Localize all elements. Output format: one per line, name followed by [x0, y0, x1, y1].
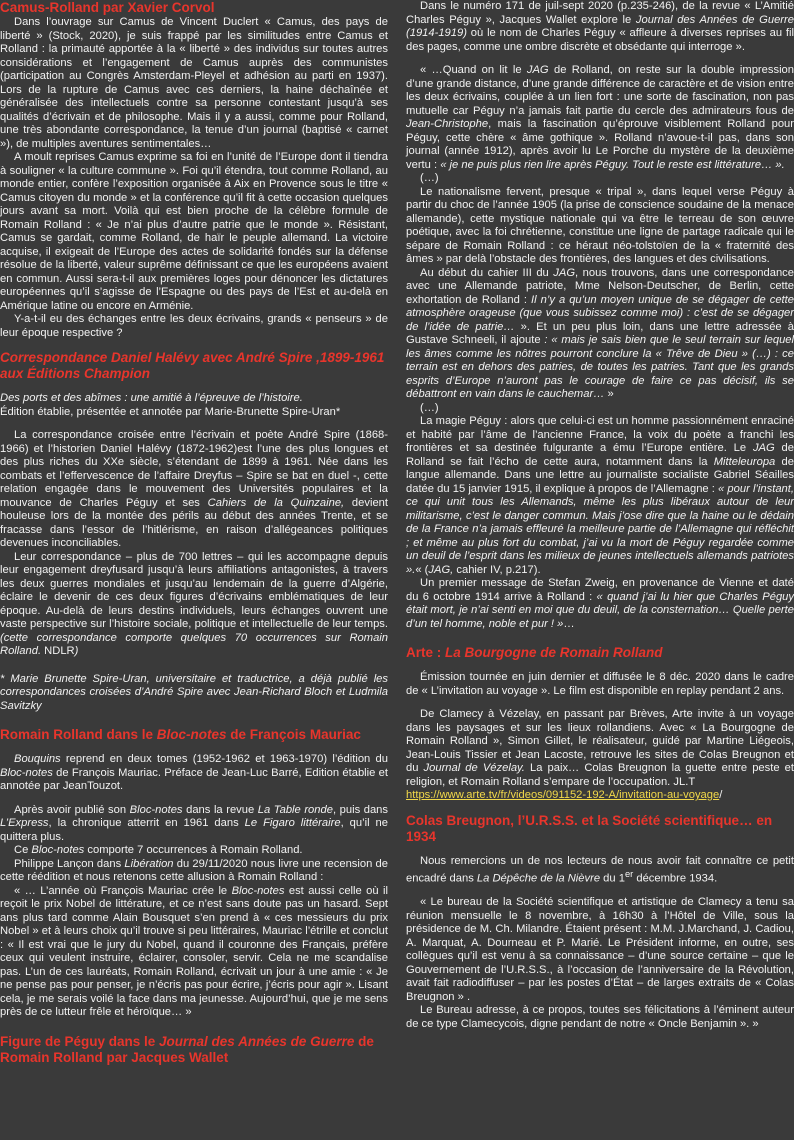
left-column: [0, 0, 388, 1066]
camus-paragraph-3: Y-a-t-il eu des échanges entre les deux écrivains, grands « penseurs » de leur époque respective ?: [0, 313, 388, 339]
heading-correspondance-line-1: Correspondance Daniel Halévy avec André Spire ,1899-1961: [0, 350, 385, 365]
correspondance-paragraph-2: Leur correspondance – plus de 700 lettres – qui les accompagne depuis leur engagement dreyfusard jusqu’à leurs affiliations antagonistes, à travers les deux guerres mondiales et jusqu’au lendemain de la guerre d’Algérie, éclaire le devenir de ces deux figures d’écrivains emblématiques de leur époque. Au-delà de leurs destins individuels, leurs échanges ouvrent une vaste perspective sur l’histoire sociale, politique et intellectuelle de leur temps. (cette correspondance comporte quelques 70 occurrences sur Romain Rolland. NDLR): [0, 550, 388, 657]
peguy-paragraph-4: Au début du cahier III du JAG, nous trouvons, dans une correspondance avec une Allemande patriote, Mme Nelson-Deutscher, de Berlin, cette exhortation de Rolland : Il n’y a qu’un moyen unique de se dégager de cette atmosphère orageuse (que vous subissez comme moi) : c’est de se dégager de l’idée de patrie… ». Et un peu plus loin, dans une lettre adressée à Gustave Schneeli, il ajoute : « mais je sais bien que le seul terrain sur lequel les âmes comme les nôtres pourront conclure la « Trêve de Dieu » (…) : ce terrain est en dehors des patries, de toutes les patries. Tant que les grands esprits d’Europe n’auront pas le courage de faire ce pas décisif, ils se débattront en vain dans le cauchemar… »: [406, 266, 794, 400]
colas-paragraph-2: « Le bureau de la Société scientifique et artistique de Clamecy a tenu sa réunion mensuelle le 8 novembre, à 16h30 à l’Hôtel de Ville, sous la présidence de M. Ch. Milandre. Étaient présent : M.M. J.Marchand, J. Cadiou, A. Marquat, A. Dourneau et P. Marié. Le Président informe, en outre, ses collègues qu’il est venu à sa connaissance – d’une source certaine – que le Gouvernement de l’U.R.S.S., à l’occasion de l’anniversaire de la Révolution, avait fait radiodiffuser – par les postes d’État – de larges extraits de « Colas Breugnon » .: [406, 896, 794, 1003]
peguy-paragraph-6: Un premier message de Stefan Zweig, en provenance de Vienne et daté du 6 octobre 1914 arrive à Rolland : « quand j’ai lu hier que Charles Péguy était mort, je n’ai senti en moi que du deuil, de la consternation… Quelle perte d’un tel homme, noble et pur ! »…: [406, 577, 794, 630]
camus-paragraph-1: Dans l’ouvrage sur Camus de Vincent Duclert « Camus, des pays de liberté » (Stock, 2020), je suis frappé par les similitudes entre Camus et Rolland : la primauté apportée à la « liberté » des individus sur toutes autres considérations et l’engagement de Camus auprès des communistes (participation au Congrès Amsterdam-Pleyel et adhésion au parti en 1937). Lors de la rupture de Camus avec ces derniers, la haine déchaînée et généralisée des intellectuels contre sa personne contestant jusqu’à ses qualités d’écrivain et de philosophe. Mais il y a aussi, comme pour Rolland, une très abondante correspondance, la tenue d’un journal (baptisé « carnet »), de multiples aventures sentimentales…: [0, 16, 388, 150]
peguy-paragraph-1: Dans le numéro 171 de juil-sept 2020 (p.235-246), de la revue « L’Amitié Charles Péguy », Jacques Wallet explore le Journal des Années de Guerre (1914-1919) où le nom de Charles Péguy « affleure à diverses reprises au fil des pages, comme une ombre discrète et obsédante qui interroge ».: [406, 0, 794, 53]
arte-paragraph-1: Émission tournée en juin dernier et diffusée le 8 déc. 2020 dans le cadre de « L’invitation au voyage ». Le film est disponible en replay pendant 2 ans.: [406, 671, 794, 697]
right-column: [406, 0, 794, 1031]
colas-paragraph-1: Nous remercions un de nos lecteurs de nous avoir fait connaître ce petit encadré dans La Dépêche de la Nièvre du 1er décembre 1934.: [406, 854, 794, 885]
peguy-paragraph-2: « …Quand on lit le JAG de Rolland, on reste sur la double impression d’une grande distance, d’une grande différence de caractère et de vision entre les deux écrivains, couplée à un lien fort : une sorte de fascination, non pas mutuelle car Péguy n’a jamais fait partie du cercle des admirateurs fous de Jean-Christophe, mais la fascination qu’éprouve visiblement Rolland pour Péguy, cette chère « âme gothique ». Rolland n’avoue-t-il pas, dans son journal (année 1912), après avoir lu Le Porche du mystère de la deuxième vertu : « je ne puis plus rien lire après Péguy. Tout le reste est littérature… ».: [406, 64, 794, 171]
correspondance-footnote: * Marie Brunette Spire-Uran, universitaire et traductrice, a déjà publié les correspondances croisées d’André Spire avec Jean-Richard Bloch et Ludmila Savitzky: [0, 672, 388, 712]
heading-figure-de-peguy: Figure de Péguy dans le Journal des Années de Guerre de Romain Rolland par Jacques Wallet: [0, 1033, 374, 1065]
bloc-notes-paragraph-3: Ce Bloc-notes comporte 7 occurrences à Romain Rolland.: [14, 844, 303, 856]
arte-replay-link[interactable]: https://www.arte.tv/fr/videos/091152-192-A/invitation-au-voyage: [406, 789, 720, 801]
colas-paragraph-3: Le Bureau adresse, à ce propos, toutes ses félicitations à l’éminent auteur de ce type Clamecycois, digne pendant de notre « Oncle Benjamin ». »: [406, 1004, 794, 1030]
ellipsis-1: (…): [420, 172, 439, 184]
heading-colas-breugnon-urss: Colas Breugnon, l’U.R.S.S. et la Société scientifique… en 1934: [406, 812, 773, 844]
heading-correspondance-line-2: aux Éditions Champion: [0, 366, 151, 381]
peguy-paragraph-5: La magie Péguy : alors que celui-ci est un homme passionnément enraciné et habité par l’âme de l’ancienne France, la voix du poète a franchi les frontières et sa destinée fulgurante a ému l’Europe entière. Le JAG de Rolland se fait l’écho de cette aura, notamment dans la Mitteleuropa de langue allemande. Dans une lettre au journaliste socialiste Gabriel Séailles datée du 15 janvier 1915, il explique à propos de l’Allemagne : « pour l’instant, ce qui unit tous les Allemands, même les plus libéraux autour de leur militarisme, c’est le danger commun. Mais j’ose dire que la haine ou le dédain de la France n’a jamais effleuré la meilleure partie de l’Allemagne qui réfléchit ; et même au plus fort du combat, j’ai vu la mort de Péguy regardée comme un deuil de l’esprit dans les milieux de jeunes intellectuels allemands patriotes ».« (JAG, cahier IV, p.217).: [406, 415, 794, 576]
ellipsis-2: (…): [420, 401, 439, 414]
heading-bloc-notes-mauriac: Romain Rolland dans le Bloc-notes de François Mauriac: [0, 727, 361, 742]
bloc-notes-paragraph-5: « … L’année où François Mauriac crée le Bloc-notes est aussi celle où il reçoit le prix Nobel de littérature, et ce n’est sans doute pas un hasard. Sept ans plus tard comme Alain Bousquet s’en prend à « ces messieurs du prix Nobel » et à leurs choix qu’il trouve si peu littéraires, Mauriac l’étrille et conclut : « Il est vrai que le jury du Nobel, quand il couronne des Français, préfère ceux qui veulent instruire, éclairer, consoler, servir. Cela ne me scandalise pas. L’un de ces lauréats, Romain Rolland, écrivait un jour à une amie : « Je ne pense pas pour penser, je n’écris pas pour écrire, j’écris pour agir ». Lisant cela, je me serais voilé la face dans ma jeunesse. Aujourd’hui, que je me sens près de ce lutteur frêle et héroïque… »: [0, 884, 388, 1018]
bloc-notes-paragraph-2: Après avoir publié son Bloc-notes dans la revue La Table ronde, puis dans L’Express, la chronique atterrit en 1961 dans Le Figaro littéraire, qu’il ne quittera plus.: [0, 803, 388, 843]
arte-link-line: https://www.arte.tv/fr/videos/091152-192-A/invitation-au-voyage/: [406, 789, 723, 801]
peguy-paragraph-3: Le nationalisme fervent, presque « tripal », dans lequel verse Péguy à partir du choc de l’année 1905 (la prise de conscience soudaine de la menace allemande), cette mystique nationale qui va être le terreau de son œuvre poétique, avec la foi chrétienne, constitue une ligne de partage radicale qui le sépare de Romain Rolland : ce héraut néo-tolstoïen de la « fraternité des âmes » par delà l’obstacle des frontières, des langues et des civilisations.: [406, 185, 794, 265]
camus-paragraph-2: A moult reprises Camus exprime sa foi en l’unité de l’Europe dont il tiendra à souligner « la culture commune ». Foi qu’il étendra, tout comme Rolland, au monde entier, confère l’exposition organisée à Aix en Provence sous le titre « Camus citoyen du monde » et la conférence qu’il fit à cette occasion quelques jours avant sa mort. Voilà qui est bien proche de la célèbre formule de Romain Rolland : « Je n’ai plus d’autre patrie que le monde ». Résistant, Camus se gardait, comme Rolland, de haïr le peuple allemand. La victoire acquise, il exigeait de l’Europe des actes de solidarité fondés sur la défense résolue de la liberté, valeur suprême définissant ce que les européens avaient en commun. Aussi sera-t-il aux premières loges pour dénoncer les dictatures européennes qu’il s’agisse de l’Espagne ou des pays de l’Est et au-delà en Amérique latine ou encore en Arménie.: [0, 151, 388, 312]
correspondance-subtitle: Des ports et des abîmes : une amitié à l’épreuve de l’histoire.: [0, 392, 303, 404]
bloc-notes-paragraph-1: Bouquins reprend en deux tomes (1952-1962 et 1963-1970) l’édition du Bloc-notes de François Mauriac. Préface de Jean-Luc Barré, Edition établie et annotée par JeanTouzot.: [0, 753, 388, 792]
correspondance-paragraph-1: La correspondance croisée entre l’écrivain et poète André Spire (1868-1966) et l’historien Daniel Halévy (1872-1962)est l’une des plus longues et des plus riches du XXe siècle, s’étendant de 1899 à 1961. Née dans les combats et l’effervescence de l’affaire Dreyfus – Spire se bat en duel -, cette relation engagée dans le mouvement des Universités populaires et la mouvance de Charles Péguy et ses Cahiers de la Quinzaine, devient houleuse lors de la montée des périls au début des années Trente, et se fracasse dans l’essor de l’hitlérisme, en raison d’allégeances politiques devenues inconciliables.: [0, 429, 388, 549]
correspondance-edition-note: Édition établie, présentée et annotée par Marie-Brunette Spire-Uran*: [0, 405, 341, 418]
heading-arte-bourgogne: Arte : La Bourgogne de Romain Rolland: [406, 645, 663, 660]
arte-paragraph-2: De Clamecy à Vézelay, en passant par Brèves, Arte invite à un voyage dans les paysages et sur les lieux rollandiens. Avec « La Bourgogne de Romain Rolland », Simon Gillet, le réalisateur, guidé par Martine Liégeois, Jean-Louis Tissier et Jean Lacoste, retrouve les sites de Colas Breugnon et du Journal de Vézelay. La paix… Colas Breugnon la guette entre peste et religion, et Romain Rolland s’empare de l’occupation. JL.T: [406, 708, 794, 788]
bloc-notes-paragraph-4: Philippe Lançon dans Libération du 29/11/2020 nous livre une recension de cette réédition et nous retenons cette allusion à Romain Rolland :: [0, 857, 388, 883]
heading-camus-rolland: Camus-Rolland par Xavier Corvol: [0, 0, 215, 15]
heading-correspondance-halevy-spire: [0, 350, 388, 382]
